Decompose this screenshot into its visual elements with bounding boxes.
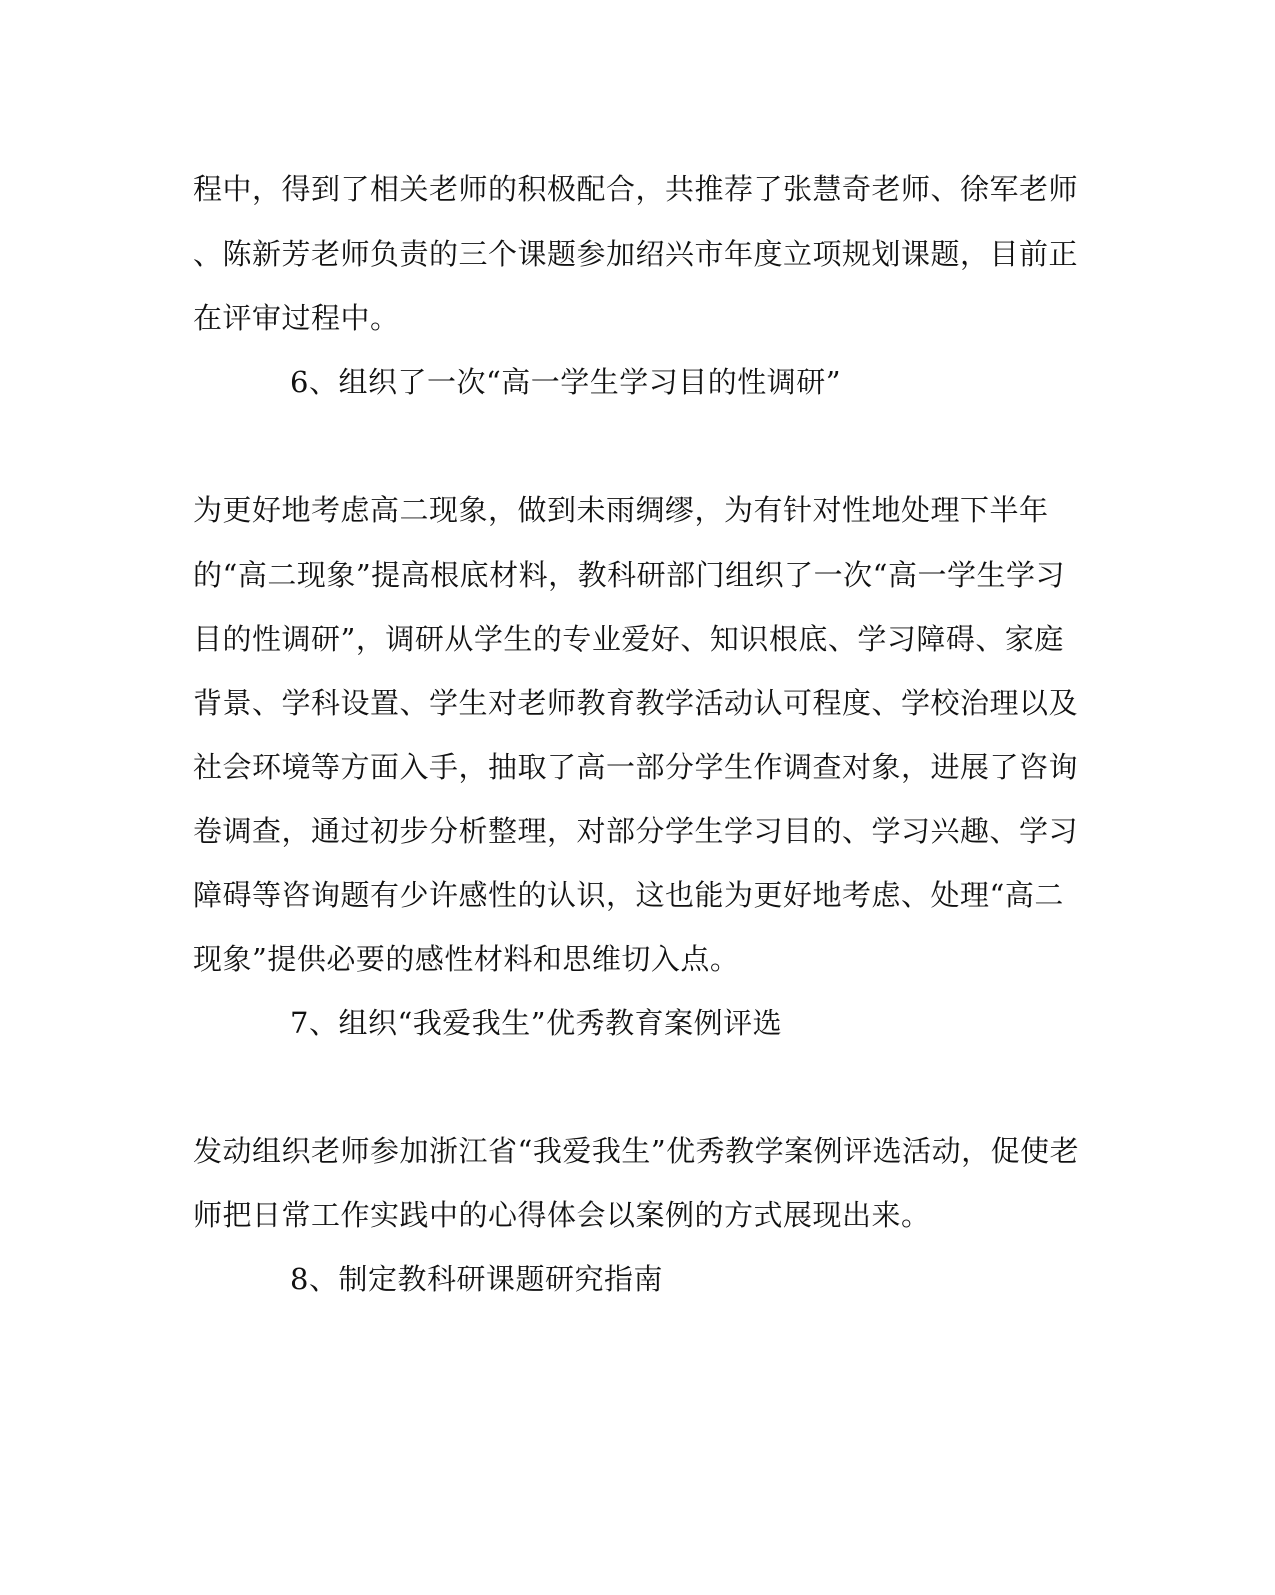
paragraph-line: 社会环境等方面入手，抽取了高一部分学生作调查对象，进展了咨询: [193, 750, 1079, 784]
paragraph-line: 的“高二现象”提高根底材料，教科研部门组织了一次“高一学生学习: [193, 558, 1065, 592]
paragraph-line: 、陈新芳老师负责的三个课题参加绍兴市年度立项规划课题，目前正: [193, 237, 1079, 271]
paragraph-line: 现象”提供必要的感性材料和思维切入点。: [193, 942, 740, 976]
section-heading-6: 6、组织了一次“高一学生学习目的性调研”: [290, 365, 842, 399]
paragraph-line: 背景、学科设置、学生对老师教育教学活动认可程度、学校治理以及: [193, 686, 1079, 720]
paragraph-line: 障碍等咨询题有少许感性的认识，这也能为更好地考虑、处理“高二: [193, 878, 1064, 912]
section-heading-8: 8、制定教科研课题研究指南: [290, 1262, 663, 1296]
section-heading-7: 7、组织“我爱我生”优秀教育案例评选: [290, 1006, 783, 1040]
paragraph-line: 师把日常工作实践中的心得体会以案例的方式展现出来。: [193, 1198, 931, 1232]
paragraph-line: 为更好地考虑高二现象，做到未雨绸缪，为有针对性地处理下半年: [193, 493, 1049, 527]
paragraph-line: 卷调查，通过初步分析整理，对部分学生学习目的、学习兴趣、学习: [193, 814, 1079, 848]
paragraph-line: 发动组织老师参加浙江省“我爱我生”优秀教学案例评选活动，促使老: [193, 1134, 1080, 1168]
paragraph-line: 程中，得到了相关老师的积极配合，共推荐了张慧奇老师、徐军老师: [193, 172, 1079, 206]
paragraph-line: 目的性调研”，调研从学生的专业爱好、知识根底、学习障碍、家庭: [193, 622, 1064, 656]
paragraph-line: 在评审过程中。: [193, 301, 400, 335]
